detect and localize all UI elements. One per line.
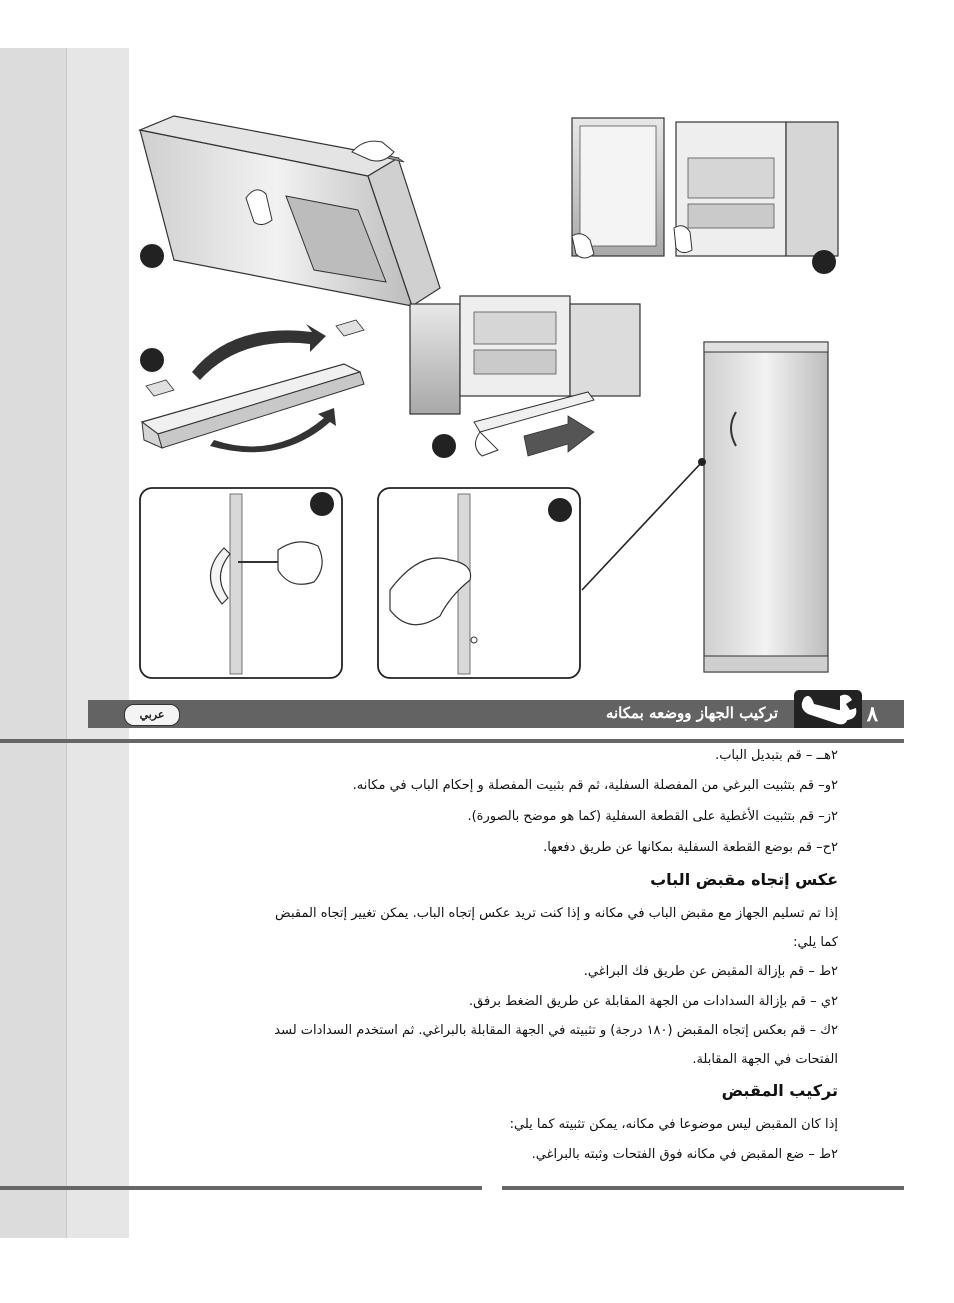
- step-marker-dot: [310, 492, 334, 516]
- illustration-plinth-push: [410, 296, 640, 458]
- illustration-plinth-rotate: [140, 320, 364, 452]
- page-margin-strip: [0, 48, 66, 1238]
- illustration-plug-press: [378, 488, 580, 678]
- step-marker-dot: [548, 498, 572, 522]
- illustrations-svg: [128, 100, 848, 690]
- paragraph-text: إذا تم تسليم الجهاز مع مقبض الباب في مكانه و إذا كنت تريد عكس إتجاه الباب. يمكن تغيير إتجاه المقبض: [275, 906, 838, 921]
- step-marker-dot: [432, 434, 456, 458]
- language-badge: عربي: [124, 704, 180, 726]
- section-heading: عكس إتجاه مقبض الباب: [650, 870, 838, 889]
- illustration-handle-remove: [140, 488, 342, 678]
- wrench-icon: [794, 690, 862, 728]
- step-text: ٢ط – قم بإزالة المقبض عن طريق فك البراغي.: [583, 964, 838, 979]
- step-text: ٢ي – قم بإزالة السدادات من الجهة المقابلة عن طريق الضغط برفق.: [469, 994, 838, 1009]
- step-marker-dot: [140, 348, 164, 372]
- section-title: تركيب الجهاز ووضعه بمكانه: [605, 704, 778, 722]
- step-text: ٢ز– قم بتثبيت الأغطية على القطعة السفلية (كما هو موضح بالصورة).: [467, 809, 838, 824]
- divider-rule: [0, 1186, 482, 1190]
- step-text: ٢هــ – قم بتبديل الباب.: [715, 748, 838, 763]
- illustration-fridge-hinge: [572, 118, 838, 274]
- illustration-fridge-lying: [140, 116, 440, 306]
- divider-rule: [0, 739, 904, 743]
- step-text: ٢و– قم بتثبيت البرغي من المفصلة السفلية، ثم قم بثبيت المفصلة و إحكام الباب في مكانه.: [352, 778, 838, 793]
- step-text: ٢ك – قم بعكس إتجاه المقبض (١٨٠ درجة) و تثبيته في الجهة المقابلة بالبراغي. ثم استخدم السدادات لسد: [274, 1023, 838, 1038]
- step-marker-dot: [812, 250, 836, 274]
- step-text: ٢ح– قم بوضع القطعة السفلية بمكانها عن طريق دفعها.: [543, 840, 838, 855]
- installation-illustrations: [128, 100, 848, 690]
- paragraph-text: كما يلي:: [793, 935, 838, 950]
- section-number: ٨: [866, 701, 878, 726]
- divider-rule: [502, 1186, 904, 1190]
- paragraph-text: إذا كان المقبض ليس موضوعا في مكانه، يمكن تثبيته كما يلي:: [509, 1117, 838, 1132]
- section-heading: تركيب المقبض: [721, 1081, 838, 1100]
- step-text: الفتحات في الجهة المقابلة.: [692, 1052, 838, 1067]
- page-margin-strip-inner: [66, 48, 129, 1238]
- step-text: ٢ط – ضع المقبض في مكانه فوق الفتحات وثبته بالبراغي.: [531, 1147, 838, 1162]
- section-header-bar: [88, 700, 904, 728]
- step-marker-dot: [140, 244, 164, 268]
